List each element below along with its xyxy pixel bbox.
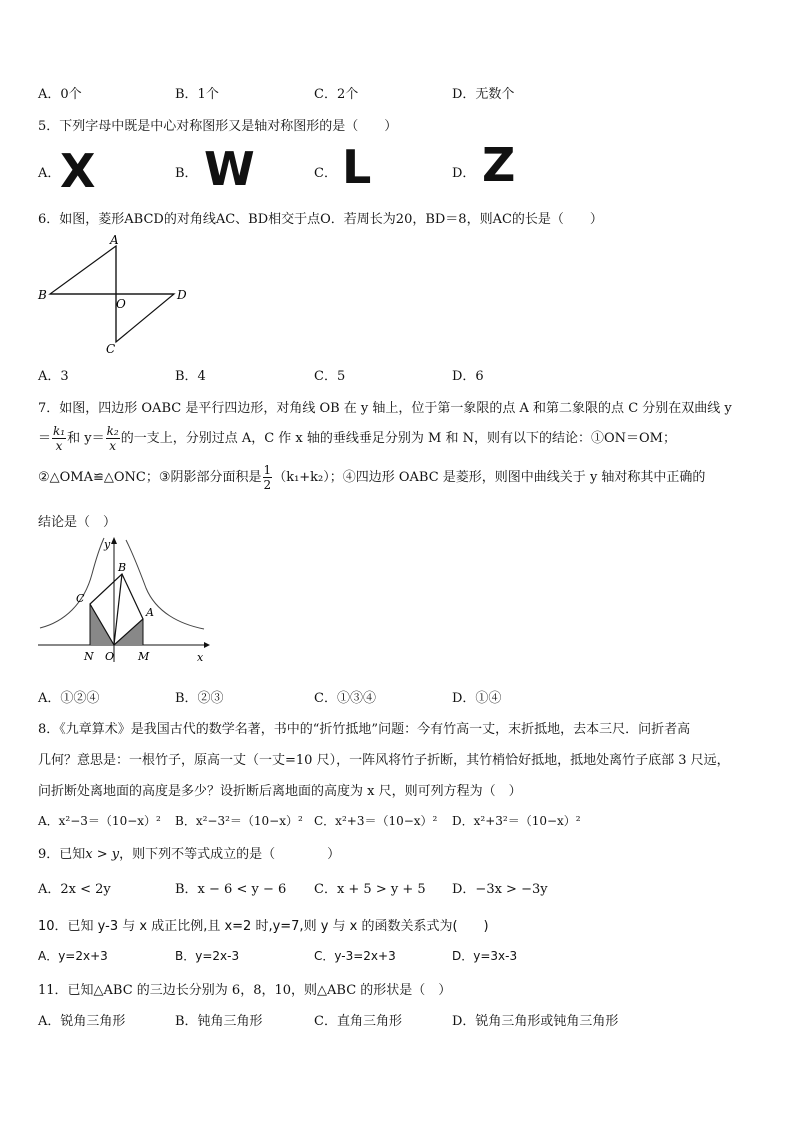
q7-line4: 结论是（ ） xyxy=(38,515,117,530)
q10-stem: 10．已知 y-3 与 x 成正比例,且 x=2 时,y=7,则 y 与 x 的函数关系式为( ) xyxy=(38,919,489,934)
q7-option-d: D．①④ xyxy=(452,691,502,706)
q4-option-d: D．无数个 xyxy=(452,87,515,102)
q10-option-d: D．y=3x-3 xyxy=(452,949,518,963)
q7-line3-b: （k₁+k₂）；④四边形 OABC 是菱形，则图中曲线关于 y 轴对称其中正确的 xyxy=(273,470,706,485)
q11-option-d: D．锐角三角形或钝角三角形 xyxy=(452,1014,619,1029)
q9-option-c: C．x + 5 > y + 5 xyxy=(314,882,426,897)
q5-label-d: D． xyxy=(452,166,476,181)
q4-option-b: B．1个 xyxy=(175,87,219,102)
label-x: x xyxy=(197,651,204,664)
q9-option-d: D．−3x > −3y xyxy=(452,882,548,897)
q8-option-c: C．x²+3＝（10−x）² xyxy=(314,814,438,828)
label-a: A xyxy=(146,606,154,619)
q11-option-c: C．直角三角形 xyxy=(314,1014,402,1029)
q6-option-d: D．6 xyxy=(452,369,484,384)
label-c: C xyxy=(76,592,85,605)
label-y: y xyxy=(104,538,111,551)
q9-stem xyxy=(38,843,340,862)
q9-option-b: B．x − 6 < y − 6 xyxy=(175,882,287,897)
q5-label-a: A． xyxy=(38,166,61,181)
right-hyperbola-branch xyxy=(126,540,204,629)
q9-expr: x > y xyxy=(85,847,120,862)
hyperbola-figure xyxy=(34,534,214,670)
frac2-den: x xyxy=(109,439,117,453)
y-axis-arrow xyxy=(111,537,117,544)
q7-line2-rest: 的一支上，分别过点 A，C 作 x 轴的垂线垂足分别为 M 和 N，则有以下的结论：①ON＝OM； xyxy=(120,431,676,446)
q7-option-b: B．②③ xyxy=(175,691,224,706)
label-b: B xyxy=(118,561,127,574)
q5-letter-l: L xyxy=(342,140,372,194)
diagonal-ob xyxy=(114,574,122,645)
q7-option-c: C．①③④ xyxy=(314,691,376,706)
fraction-one-half xyxy=(263,463,273,492)
frac3-num: 1 xyxy=(263,463,272,477)
q10-option-c: C．y-3=2x+3 xyxy=(314,949,396,963)
q11-option-a: A．锐角三角形 xyxy=(38,1014,126,1029)
q5-label-b: B． xyxy=(175,166,198,181)
label-a: A xyxy=(110,233,119,247)
label-b: B xyxy=(38,288,47,302)
q8-line3: 问折断处离地面的高度是多少？设折断后离地面的高度为 x 尺，则可列方程为（ ） xyxy=(38,784,522,799)
frac3-den: 2 xyxy=(263,478,272,492)
fraction-k2-over-x xyxy=(106,424,120,453)
q5-label-c: C． xyxy=(314,166,337,181)
q7-line2 xyxy=(38,424,676,454)
label-n: N xyxy=(84,650,94,663)
q8-option-d: D．x²+3²＝（10−x）² xyxy=(452,814,581,828)
label-d: D xyxy=(177,288,187,302)
q5-letter-x: X xyxy=(60,144,96,198)
q8-line1: 8．《九章算术》是我国古代的数学名著，书中的“折竹抵地”问题：今有竹高一丈，末折抵地，去本三尺．问折者高 xyxy=(38,722,691,737)
x-axis-arrow xyxy=(204,642,210,648)
frac1-num: k₁ xyxy=(53,424,66,438)
q7-line3 xyxy=(38,462,705,494)
q6-option-a: A．3 xyxy=(38,369,69,384)
frac2-num: k₂ xyxy=(106,424,119,438)
q10-option-a: A．y=2x+3 xyxy=(38,949,108,963)
label-c: C xyxy=(106,342,116,356)
q4-option-c: C．2个 xyxy=(314,87,359,102)
q7-line1: 7．如图，四边形 OABC 是平行四边形，对角线 OB 在 y 轴上，位于第一象限的点 A 和第二象限的点 C 分别在双曲线 y xyxy=(38,401,732,416)
label-o: O xyxy=(105,650,115,663)
q6-option-c: C．5 xyxy=(314,369,346,384)
q6-option-b: B．4 xyxy=(175,369,206,384)
q8-option-b: B．x²−3²＝（10−x）² xyxy=(175,814,303,828)
fraction-k1-over-x xyxy=(52,424,66,453)
q5-letter-z: Z xyxy=(482,138,516,192)
q9-stem-a: 9．已知 xyxy=(38,847,86,862)
q8-line2: 几何？意思是：一根竹子，原高一丈（一丈=10 尺），一阵风将竹子折断，其竹梢恰好抵地，抵地处离竹子底部 3 尺远， xyxy=(38,753,730,768)
q4-option-a: A．0个 xyxy=(38,87,82,102)
q10-option-b: B．y=2x-3 xyxy=(175,949,240,963)
label-o: O xyxy=(116,297,126,311)
q9-stem-b: ，则下列不等式成立的是（ ） xyxy=(119,847,341,862)
q5-stem: 5．下列字母中既是中心对称图形又是轴对称图形的是（ ） xyxy=(38,119,398,134)
q7-line3-a: ②△OMA≌△ONC；③阴影部分面积是 xyxy=(38,470,262,485)
q8-option-a: A．x²−3＝（10−x）² xyxy=(38,814,161,828)
q7-option-a: A．①②④ xyxy=(38,691,100,706)
q11-stem: 11．已知△ABC 的三边长分别为 6，8，10，则△ABC 的形状是（ ） xyxy=(38,983,452,998)
q7-line2-mid: 和 y＝ xyxy=(67,431,105,446)
label-m: M xyxy=(138,650,150,663)
rhombus-figure xyxy=(30,232,200,357)
q7-equals: ＝ xyxy=(38,431,52,446)
q6-stem: 6．如图，菱形ABCD的对角线AC、BD相交于点O．若周长为20，BD＝8，则AC的长是（ ） xyxy=(38,212,603,227)
q11-option-b: B．钝角三角形 xyxy=(175,1014,263,1029)
frac1-den: x xyxy=(55,439,63,453)
q9-option-a: A．2x < 2y xyxy=(38,882,111,897)
q5-letter-w: W xyxy=(204,142,255,196)
